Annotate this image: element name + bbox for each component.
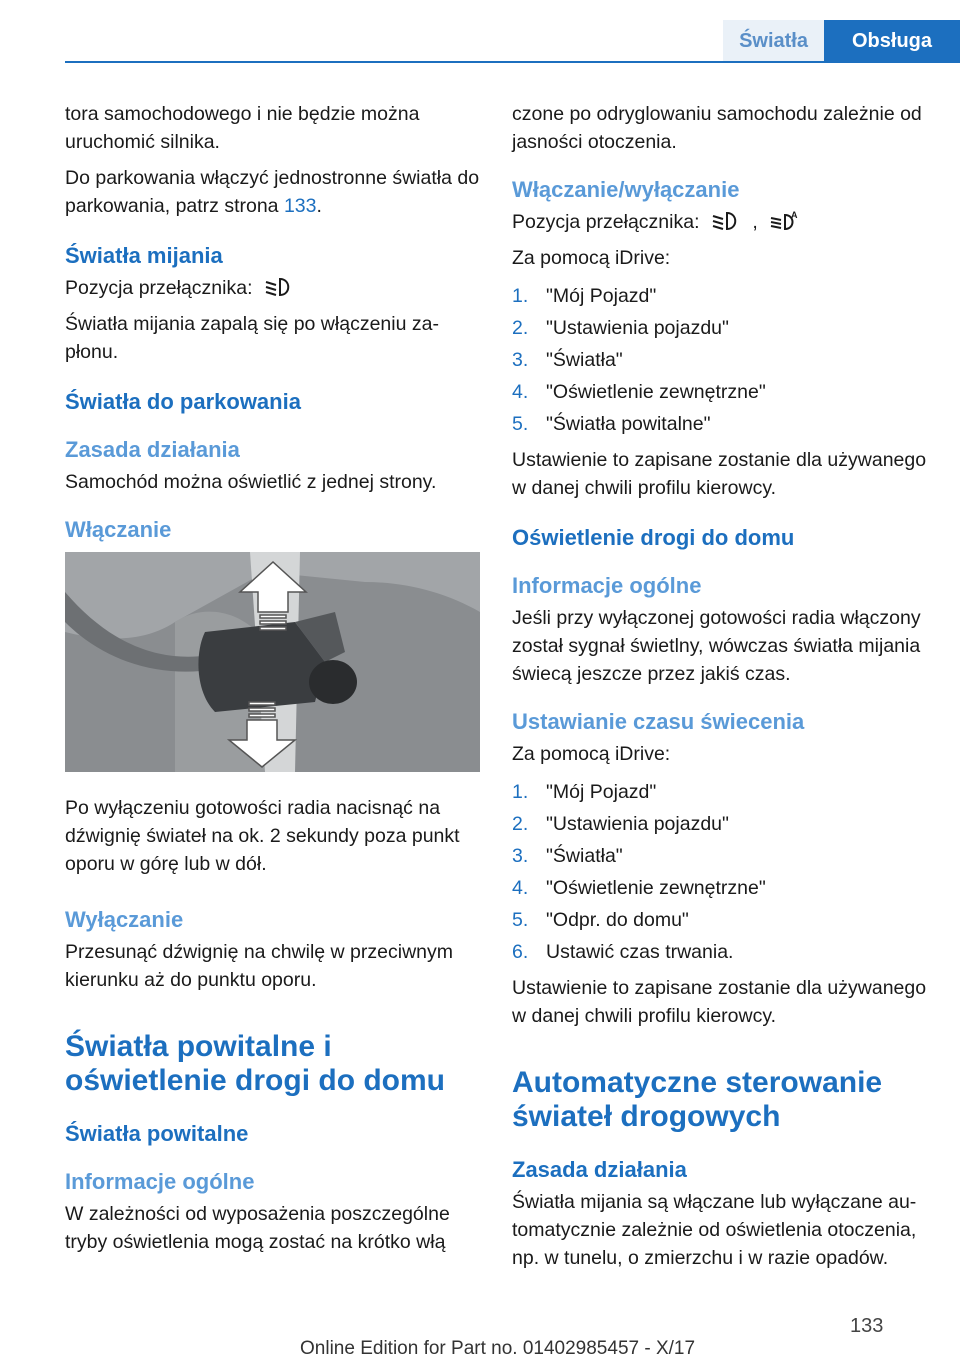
list-item	[512, 312, 930, 344]
list-item	[512, 872, 930, 904]
heading-principle: Zasada działania	[65, 437, 240, 462]
list-item	[512, 840, 930, 872]
paragraph: Za pomocą iDrive:	[512, 247, 671, 269]
list-number: 2.	[512, 813, 529, 835]
paragraph: Ustawienie to zapisane zostanie dla używanego w danej chwili profilu kierowcy.	[512, 977, 927, 1027]
page-number: 133	[850, 1315, 884, 1337]
left-column	[65, 100, 485, 1264]
idrive-steps-list	[512, 280, 930, 440]
chapter-tab[interactable]: Obsługa	[824, 20, 960, 62]
list-number: 1.	[512, 285, 529, 307]
header-rule	[65, 61, 960, 63]
heading-parking: Światła do parkowania	[65, 389, 301, 414]
list-text: "Mój Pojazd"	[546, 781, 657, 803]
section-tab[interactable]: Światła	[723, 20, 824, 62]
list-text: "Oświetlenie zewnętrzne"	[546, 877, 766, 899]
paragraph: W zależności od wyposażenia poszczególne tryby oświetlenia mogą zostać na krótko włą	[65, 1203, 450, 1253]
list-item	[512, 408, 930, 440]
list-item	[512, 280, 930, 312]
paragraph: Pozycja przełącznika:	[65, 274, 485, 302]
footer-edition: Online Edition for Part no. 01402985457 - X/17	[300, 1338, 696, 1359]
heading-principle: Zasada działania	[512, 1157, 687, 1182]
paragraph: Po wyłączeniu gotowości radia nacisnąć na dźwignię świateł na ok. 2 sekundy poza punkt oporu w górę lub w dół.	[65, 797, 460, 875]
paragraph: tora samochodowego i nie będzie można uruchomić silnika.	[65, 103, 420, 153]
right-column	[512, 100, 930, 1280]
list-number: 3.	[512, 845, 529, 867]
list-number: 6.	[512, 941, 529, 963]
heading-general: Informacje ogólne	[512, 573, 702, 598]
list-number: 1.	[512, 781, 529, 803]
auto-light-icon	[769, 210, 805, 232]
paragraph: Światła mijania zapalą się po włączeniu zapłonu.	[65, 313, 439, 363]
list-item	[512, 808, 930, 840]
heading-general: Informacje ogólne	[65, 1169, 255, 1194]
list-item	[512, 936, 930, 968]
low-beam-icon	[711, 210, 747, 232]
list-text: "Oświetlenie zewnętrzne"	[546, 381, 766, 403]
heading-welcome-lights: Światła powitalne	[65, 1121, 249, 1146]
paragraph: Jeśli przy wyłączonej gotowości radia włączony został sygnał świetlny, wówczas światła mijania świecą jeszcze przez jakiś czas.	[512, 607, 921, 685]
list-text: Ustawić czas trwania.	[546, 941, 734, 963]
paragraph: Ustawienie to zapisane zostanie dla używanego w danej chwili profilu kierowcy.	[512, 449, 927, 499]
list-number: 4.	[512, 381, 529, 403]
list-text: "Ustawienia pojazdu"	[546, 813, 729, 835]
paragraph: czone po odryglowaniu samochodu zależnie od jasności otoczenia.	[512, 103, 922, 153]
light-lever-photo	[65, 552, 480, 772]
list-number: 5.	[512, 909, 529, 931]
list-number: 5.	[512, 413, 529, 435]
header-tabs	[723, 20, 960, 62]
svg-text:A: A	[791, 210, 798, 220]
low-beam-icon	[264, 276, 300, 298]
list-number: 3.	[512, 349, 529, 371]
list-text: "Ustawienia pojazdu"	[546, 317, 729, 339]
list-text: "Światła"	[546, 845, 623, 867]
idrive-steps-list	[512, 776, 930, 968]
list-text: "Odpr. do domu"	[546, 909, 689, 931]
paragraph: Samochód można oświetlić z jednej strony.	[65, 471, 437, 493]
list-text: "Mój Pojazd"	[546, 285, 657, 307]
paragraph: Za pomocą iDrive:	[512, 743, 671, 765]
paragraph: Światła mijania są włączane lub wyłączane automatycznie zależnie od oświetlenia otoczenia, np. w tunelu, o zmierzchu i w razie opadów.	[512, 1191, 917, 1269]
page-link[interactable]: 133	[283, 195, 317, 217]
heading-on: Włączanie	[65, 517, 172, 542]
heading-low-beam: Światła mijania	[65, 243, 223, 268]
paragraph: Do parkowania włączyć jednostronne światła do parkowania, patrz strona 133.	[65, 167, 480, 217]
paragraph: Pozycja przełącznika: , A	[512, 208, 930, 236]
list-item	[512, 344, 930, 376]
list-text: "Światła"	[546, 349, 623, 371]
list-item	[512, 376, 930, 408]
list-item	[512, 776, 930, 808]
list-number: 2.	[512, 317, 529, 339]
heading-time: Ustawianie czasu świecenia	[512, 709, 805, 734]
paragraph: Przesunąć dźwignię na chwilę w przeciwnym kierunku aż do punktu oporu.	[65, 941, 453, 991]
list-text: "Światła powitalne"	[546, 413, 711, 435]
heading-home-lights: Oświetlenie drogi do domu	[512, 525, 795, 550]
heading-welcome: Światła powitalne i oświetlenie drogi do domu	[65, 1030, 446, 1097]
list-number: 4.	[512, 877, 529, 899]
heading-off: Wyłączanie	[65, 907, 184, 932]
list-item	[512, 904, 930, 936]
heading-onoff: Włączanie/wyłączanie	[512, 177, 740, 202]
heading-auto-high-beam: Automatyczne sterowanie świateł drogowych	[512, 1066, 883, 1133]
